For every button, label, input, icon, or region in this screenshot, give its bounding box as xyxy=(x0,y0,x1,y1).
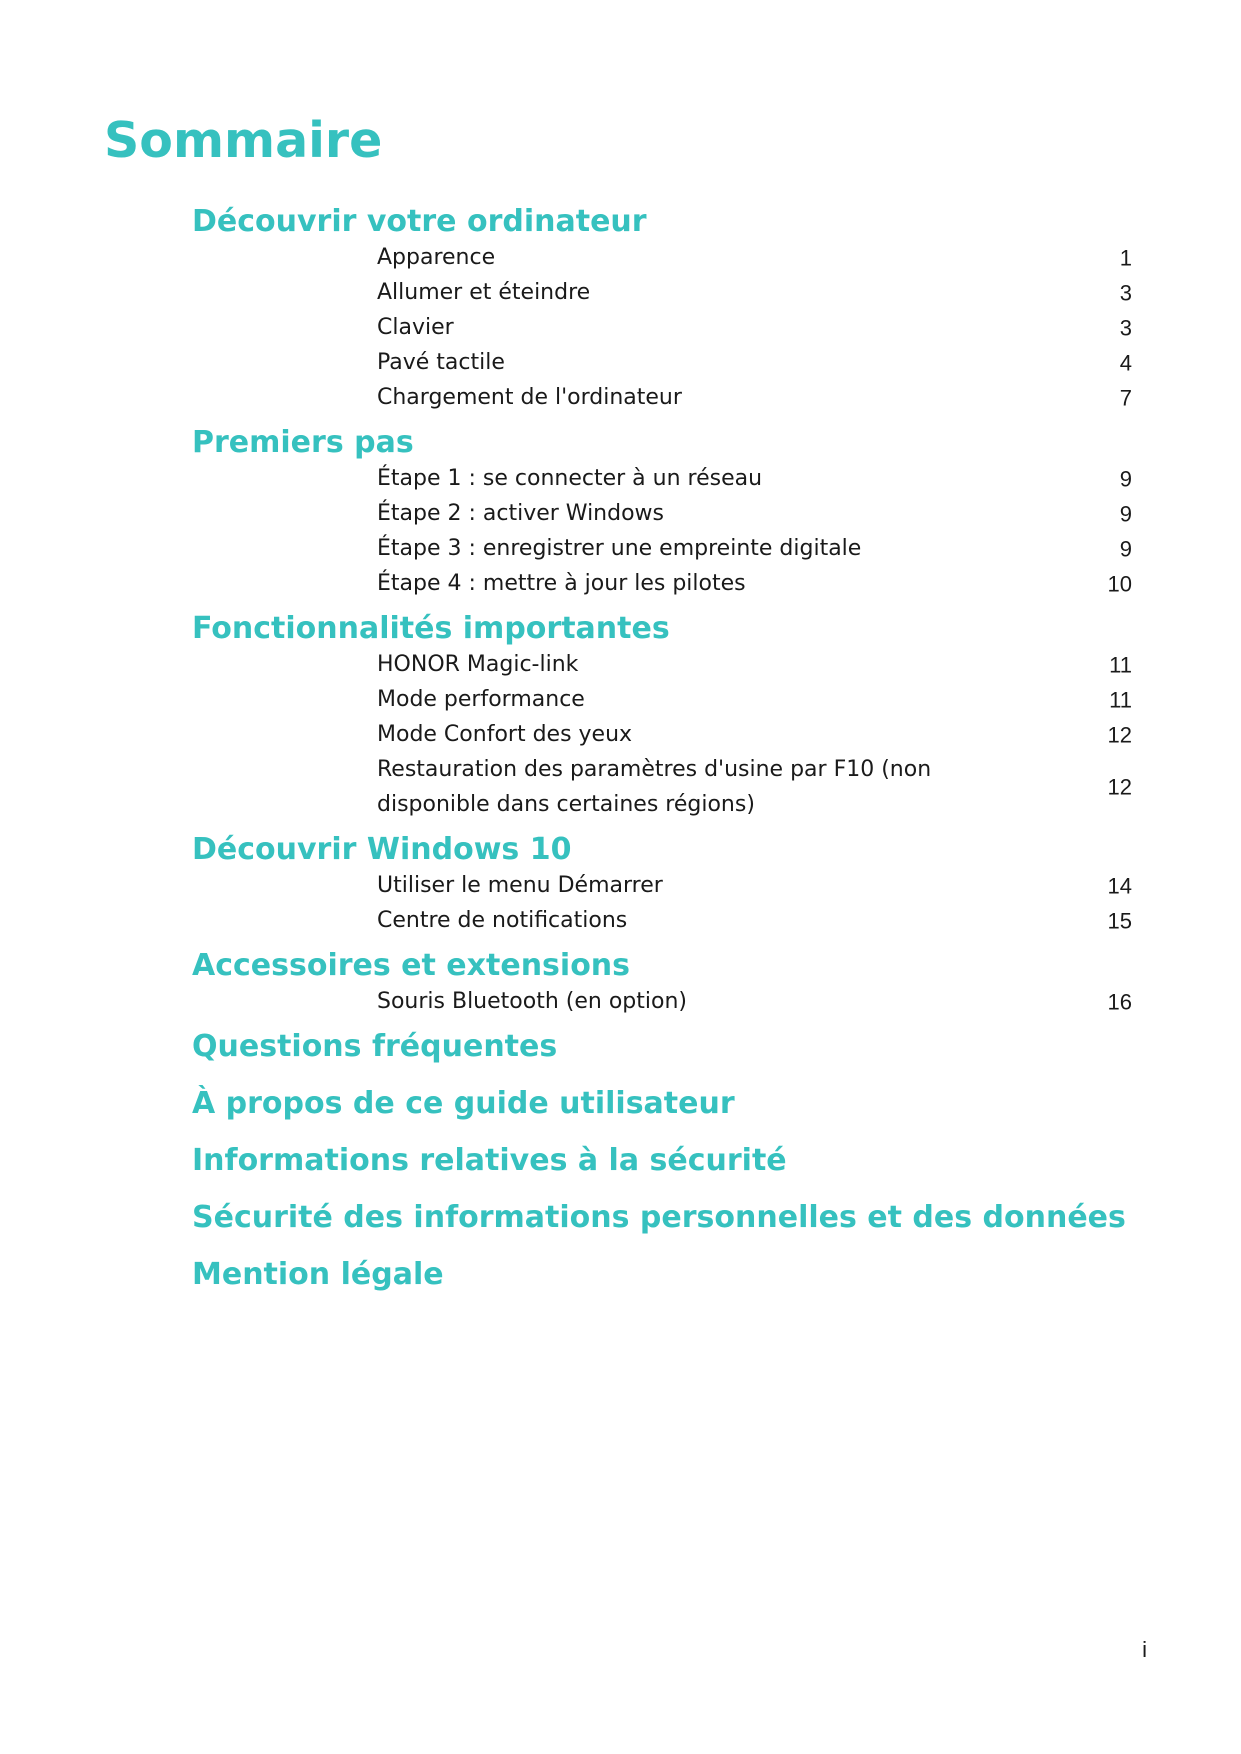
toc-entry-page-number: 11 xyxy=(1109,652,1132,677)
toc-entry-list xyxy=(192,240,1132,415)
toc-entry-label: Étape 2 : activer Windows xyxy=(377,501,665,526)
toc-entry[interactable] xyxy=(192,275,1132,310)
toc-entry[interactable] xyxy=(192,461,1132,496)
toc-entry-label: Mode Confort des yeux xyxy=(377,722,633,747)
toc-entry-page-number: 11 xyxy=(1109,687,1132,712)
toc-section xyxy=(192,1257,1132,1293)
toc-entry-page-number: 9 xyxy=(1119,536,1132,561)
toc-entry-page-number: 10 xyxy=(1107,571,1132,596)
toc-section xyxy=(192,832,1132,938)
toc-entry-page-number: 9 xyxy=(1119,466,1132,491)
toc-entry-label: Clavier xyxy=(377,315,454,340)
toc-entry[interactable] xyxy=(192,752,1132,822)
toc-section xyxy=(192,1200,1132,1236)
toc-entry-page-number: 7 xyxy=(1119,385,1132,410)
toc-entry-label: Centre de notifications xyxy=(377,908,628,933)
toc-entry-page-number: 4 xyxy=(1119,350,1132,375)
toc-section-title[interactable]: Accessoires et extensions xyxy=(192,948,631,983)
toc-entry-page-number: 12 xyxy=(1107,774,1132,800)
toc-section xyxy=(192,1143,1132,1179)
toc-entry-list xyxy=(192,868,1132,938)
toc-entry-list xyxy=(192,647,1132,822)
toc-entry[interactable] xyxy=(192,717,1132,752)
toc-entry[interactable] xyxy=(192,566,1132,601)
toc-entry-page-number: 9 xyxy=(1119,501,1132,526)
table-of-contents xyxy=(192,204,1132,1293)
toc-entry[interactable] xyxy=(192,531,1132,566)
toc-entry[interactable] xyxy=(192,345,1132,380)
toc-entry-label: Souris Bluetooth (en option) xyxy=(377,989,687,1014)
toc-entry[interactable] xyxy=(192,903,1132,938)
toc-entry-label: Apparence xyxy=(377,245,496,270)
toc-section-title[interactable]: Informations relatives à la sécurité xyxy=(192,1143,787,1178)
page-title: Sommaire xyxy=(104,112,383,169)
toc-section xyxy=(192,1029,1132,1065)
toc-entry-label: Étape 4 : mettre à jour les pilotes xyxy=(377,571,746,596)
toc-section xyxy=(192,425,1132,601)
toc-section xyxy=(192,611,1132,822)
toc-entry[interactable] xyxy=(192,868,1132,903)
toc-entry-page-number: 15 xyxy=(1107,908,1132,933)
toc-section-title[interactable]: Premiers pas xyxy=(192,425,414,460)
toc-entry[interactable] xyxy=(192,496,1132,531)
toc-section xyxy=(192,948,1132,1019)
toc-section-title[interactable]: Fonctionnalités importantes xyxy=(192,611,670,646)
toc-section xyxy=(192,204,1132,415)
toc-section-title[interactable]: Mention légale xyxy=(192,1257,444,1292)
toc-entry-page-number: 12 xyxy=(1107,722,1132,747)
toc-section-title[interactable]: Questions fréquentes xyxy=(192,1029,558,1064)
page-number-footer: i xyxy=(1142,1637,1147,1662)
toc-section-title[interactable]: Sécurité des informations personnelles et des données xyxy=(192,1200,1126,1235)
toc-entry[interactable] xyxy=(192,682,1132,717)
toc-entry[interactable] xyxy=(192,647,1132,682)
toc-entry-label: Allumer et éteindre xyxy=(377,280,591,305)
toc-entry-label: HONOR Magic-link xyxy=(377,652,579,677)
toc-entry-list xyxy=(192,984,1132,1019)
toc-entry-list xyxy=(192,461,1132,601)
toc-entry[interactable] xyxy=(192,240,1132,275)
toc-entry[interactable] xyxy=(192,984,1132,1019)
toc-entry-label: Étape 3 : enregistrer une empreinte digitale xyxy=(377,536,862,561)
toc-section-title[interactable]: À propos de ce guide utilisateur xyxy=(192,1086,735,1121)
toc-entry-label: Restauration des paramètres d'usine par F10 (non disponible dans certaines régions) xyxy=(377,757,932,817)
toc-entry-label: Pavé tactile xyxy=(377,350,505,375)
toc-section xyxy=(192,1086,1132,1122)
toc-entry-page-number: 14 xyxy=(1107,873,1132,898)
toc-section-title[interactable]: Découvrir Windows 10 xyxy=(192,832,572,867)
toc-section-title[interactable]: Découvrir votre ordinateur xyxy=(192,204,647,239)
toc-entry-label: Utiliser le menu Démarrer xyxy=(377,873,663,898)
toc-entry-page-number: 16 xyxy=(1107,989,1132,1014)
toc-entry-page-number: 3 xyxy=(1119,280,1132,305)
toc-entry[interactable] xyxy=(192,310,1132,345)
toc-entry-label: Mode performance xyxy=(377,687,585,712)
toc-entry[interactable] xyxy=(192,380,1132,415)
toc-entry-label: Étape 1 : se connecter à un réseau xyxy=(377,466,763,491)
toc-entry-page-number: 1 xyxy=(1119,245,1132,270)
toc-entry-label: Chargement de l'ordinateur xyxy=(377,385,682,410)
toc-entry-page-number: 3 xyxy=(1119,315,1132,340)
